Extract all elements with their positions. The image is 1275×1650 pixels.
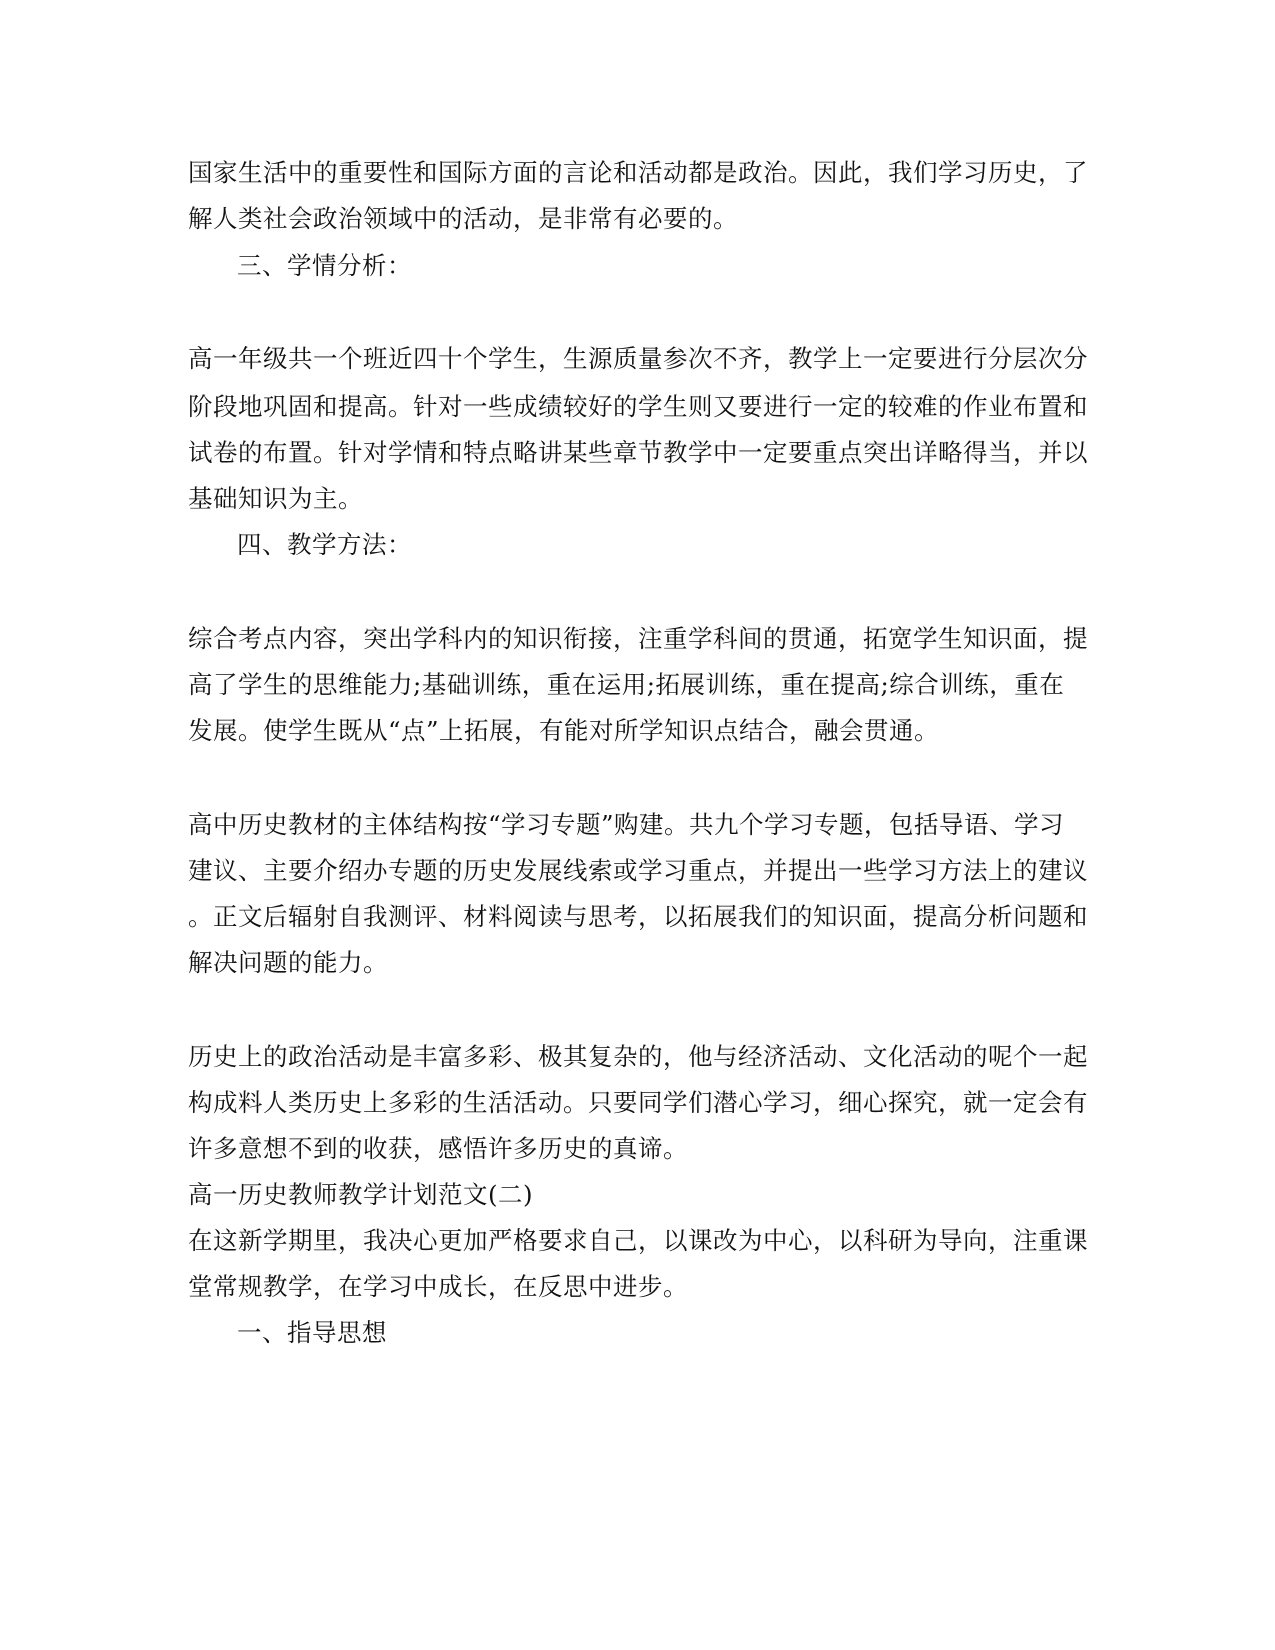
paragraph-line: 高一年级共一个班近四十个学生，生源质量参次不齐，教学上一定要进行分层次分 — [188, 344, 1088, 373]
paragraph-line: 构成料人类历史上多彩的生活活动。只要同学们潜心学习，细心探究，就一定会有 — [188, 1088, 1088, 1117]
paragraph-line: 阶段地巩固和提高。针对一些成绩较好的学生则又要进行一定的较难的作业布置和 — [188, 392, 1088, 421]
paragraph-line: 许多意想不到的收获，感悟许多历史的真谛。 — [188, 1134, 688, 1163]
paragraph-line: 。正文后辐射自我测评、材料阅读与思考，以拓展我们的知识面，提高分析问题和 — [188, 902, 1088, 931]
paragraph-line: 试卷的布置。针对学情和特点略讲某些章节教学中一定要重点突出详略得当，并以 — [188, 438, 1088, 467]
paragraph-line: 基础知识为主。 — [188, 484, 363, 513]
paragraph-line: 建议、主要介绍办专题的历史发展线索或学习重点，并提出一些学习方法上的建议 — [188, 856, 1088, 885]
section-heading: 三、学情分析： — [237, 251, 412, 280]
paragraph-line: 综合考点内容，突出学科内的知识衔接，注重学科间的贯通，拓宽学生知识面，提 — [188, 624, 1088, 653]
section-heading: 四、教学方法： — [237, 530, 412, 559]
paragraph-line: 国家生活中的重要性和国际方面的言论和活动都是政治。因此，我们学习历史，了 — [188, 158, 1088, 187]
paragraph-line: 高中历史教材的主体结构按“学习专题”购建。共九个学习专题，包括导语、学习 — [188, 810, 1065, 839]
paragraph-line: 解人类社会政治领域中的活动，是非常有必要的。 — [188, 204, 738, 233]
paragraph-line: 发展。使学生既从“点”上拓展，有能对所学知识点结合，融会贯通。 — [188, 716, 940, 745]
paragraph-line: 在这新学期里，我决心更加严格要求自己，以课改为中心，以科研为导向，注重课 — [188, 1226, 1088, 1255]
section-heading: 一、指导思想 — [237, 1318, 387, 1347]
paragraph-line: 高了学生的思维能力;基础训练，重在运用;拓展训练，重在提高;综合训练，重在 — [188, 670, 1065, 699]
paragraph-line: 堂常规教学，在学习中成长，在反思中进步。 — [188, 1272, 688, 1301]
paragraph-line: 历史上的政治活动是丰富多彩、极其复杂的，他与经济活动、文化活动的呢个一起 — [188, 1042, 1088, 1071]
document-title: 高一历史教师教学计划范文(二) — [188, 1180, 534, 1209]
paragraph-line: 解决问题的能力。 — [188, 948, 388, 977]
